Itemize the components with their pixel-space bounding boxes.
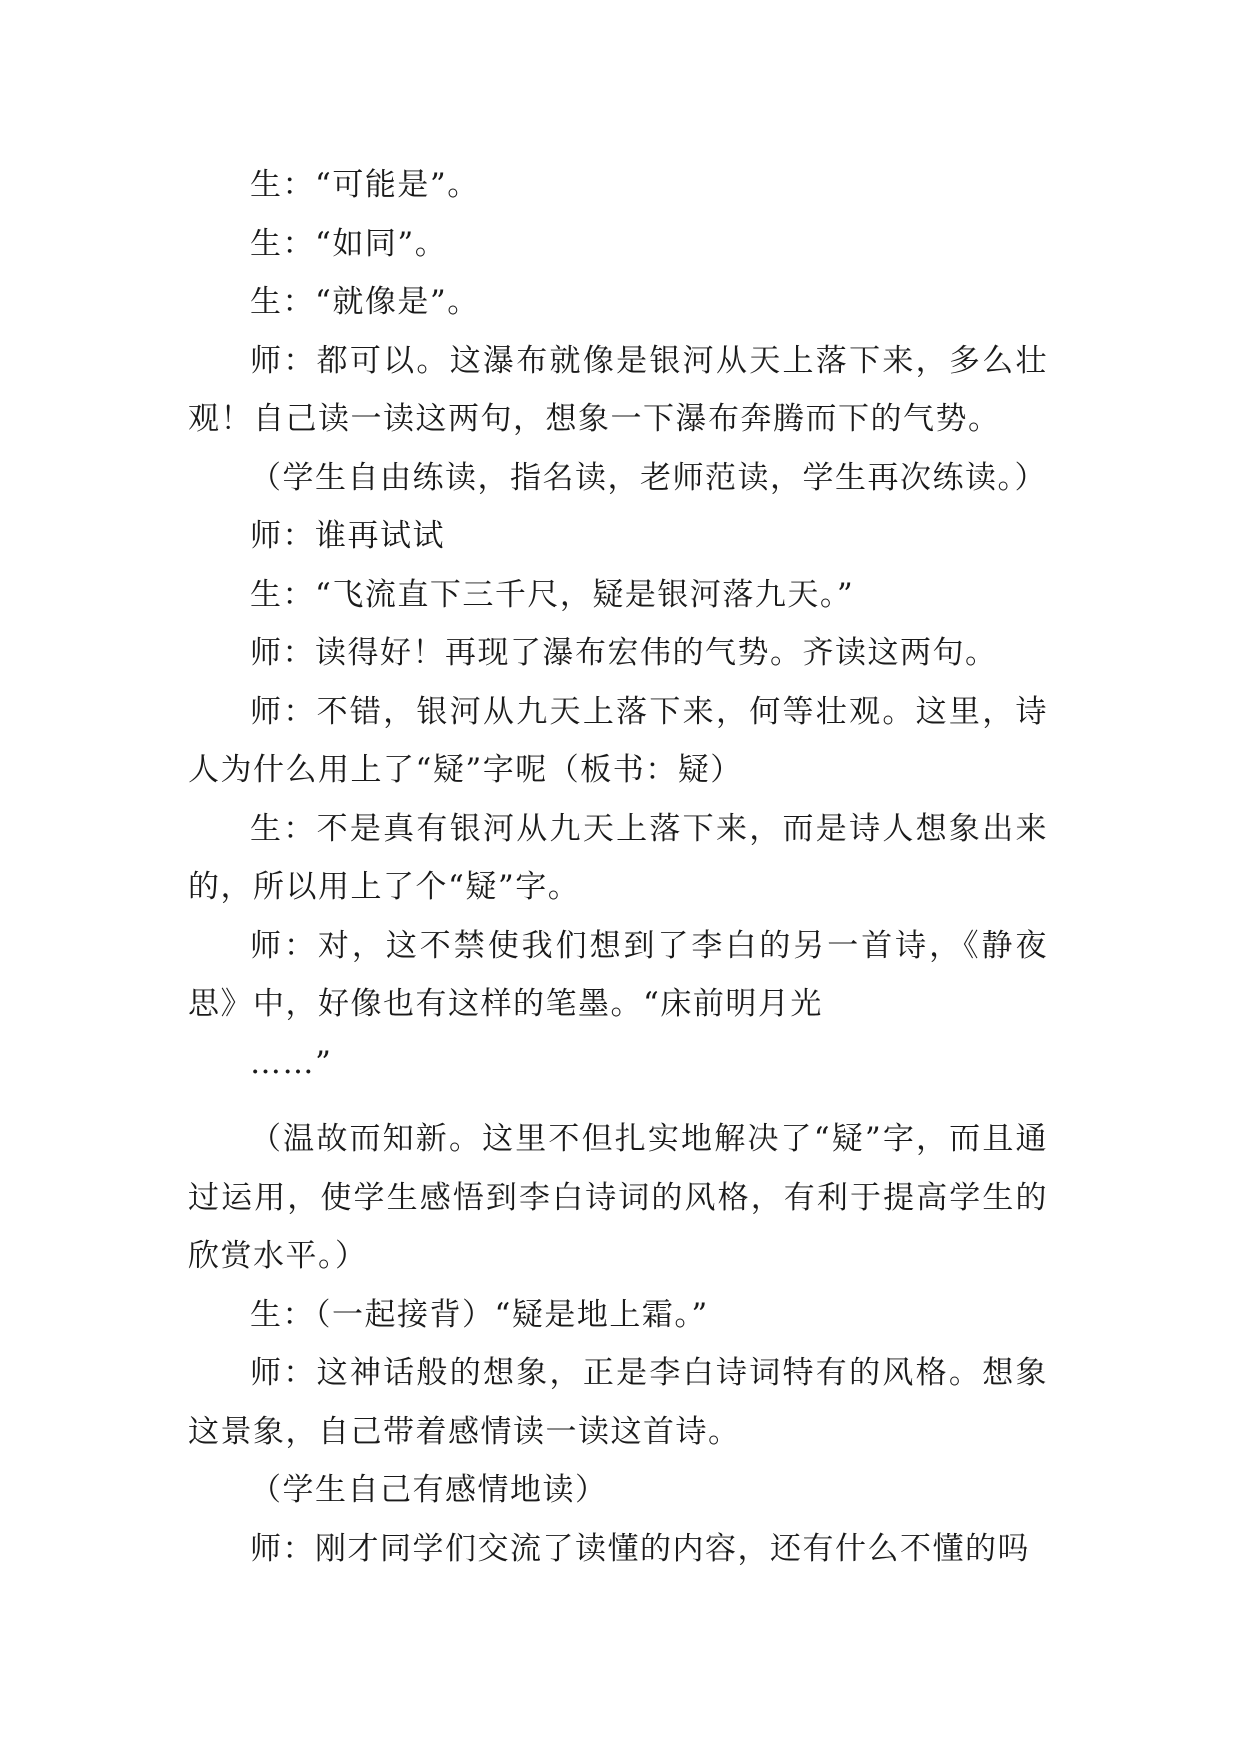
paragraph-6: 师：谁再试试	[250, 518, 445, 554]
paragraph-15: 师：这神话般的想象，正是李白诗词特有的风格。想象这景象，自己带着感情读一读这首诗。	[188, 1355, 1048, 1450]
paragraph-3: 生：“就像是”。	[250, 284, 480, 320]
paragraph-8: 师：读得好！再现了瀑布宏伟的气势。齐读这两句。	[250, 635, 998, 671]
paragraph-5: （学生自由练读，指名读，老师范读，学生再次练读。）	[250, 459, 1047, 496]
paragraph-10: 生：不是真有银河从九天上落下来，而是诗人想象出来的，所以用上了个“疑”字。	[188, 810, 1048, 905]
paragraph-13: （温故而知新。这里不但扎实地解决了“疑”字，而且通过运用，使学生感悟到李白诗词的风格，有利于提高学生的欣赏水平。）	[188, 1121, 1048, 1274]
paragraph-2: 生：“如同”。	[250, 225, 448, 262]
body-text	[188, 156, 1048, 1578]
paragraph-7: 生：“飞流直下三千尺，疑是银河落九天。”	[250, 576, 855, 613]
paragraph-12: ……”	[250, 1044, 333, 1081]
paragraph-4: 师：都可以。这瀑布就像是银河从天上落下来，多么壮观！自己读一读这两句，想象一下瀑布奔腾而下的气势。	[188, 342, 1048, 437]
paragraph-16: （学生自己有感情地读）	[250, 1472, 608, 1508]
paragraph-9: 师：不错，银河从九天上落下来，何等壮观。这里，诗人为什么用上了“疑”字呢（板书：疑）	[188, 693, 1048, 788]
paragraph-17: 师：刚才同学们交流了读懂的内容，还有什么不懂的吗	[250, 1530, 1030, 1567]
paragraph-14: 生：（一起接背）“疑是地上霜。”	[250, 1296, 709, 1333]
paragraph-11: 师：对，这不禁使我们想到了李白的另一首诗，《静夜思》中，好像也有这样的笔墨。“床前明月光	[188, 927, 1048, 1022]
paragraph-1: 生：“可能是”。	[250, 167, 480, 203]
